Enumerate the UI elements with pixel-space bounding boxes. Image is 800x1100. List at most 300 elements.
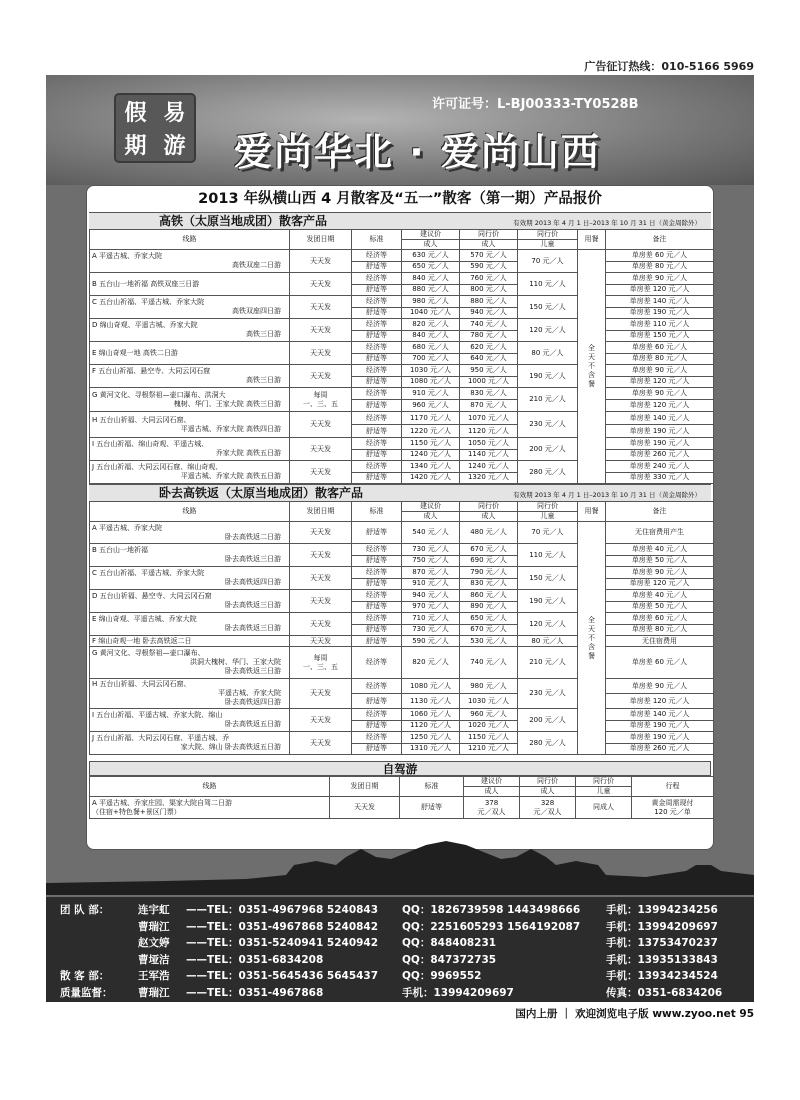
remark-cell: 无住宿费用 <box>606 636 714 647</box>
route-line: B 五台山一地祈福 高铁双座三日游 <box>92 279 200 288</box>
col-header-remark: 备注 <box>606 502 714 522</box>
col-header-standard: 标准 <box>352 230 402 250</box>
validity-note: 有效期 2013 年 4 月 1 日–2013 年 10 月 31 日（黄金周除外） <box>513 219 701 227</box>
remark-cell: 单房差 260 元／人 <box>606 743 714 755</box>
meal-char: 含 <box>588 642 595 651</box>
departure-text: 天天发 <box>310 528 331 536</box>
contact-name: 曹瑞江 <box>138 920 170 933</box>
contact-mobile: 手机：13994209697 <box>606 920 718 933</box>
table-row <box>90 797 714 819</box>
peer-price-cell: 650 元／人 <box>460 613 518 625</box>
remark-cell: 单房差 140 元／人 <box>606 296 714 308</box>
route-line: 高铁三日游 <box>246 330 281 338</box>
meal-cell <box>578 250 606 484</box>
standard-cell: 经济等 <box>352 567 402 579</box>
standard-cell: 经济等 <box>352 438 402 450</box>
child-price-cell: 150 元／人 <box>518 296 578 319</box>
suggested-price-cell: 820 元／人 <box>402 647 460 679</box>
col-header-suggested-price: 建议价 <box>464 777 520 787</box>
remark-cell: 单房差 40 元／人 <box>606 544 714 556</box>
suggested-price-cell: 970 元／人 <box>402 601 460 613</box>
table-row <box>90 636 714 647</box>
remark-cell: 单房差 240 元／人 <box>606 461 714 473</box>
col-header-standard: 标准 <box>352 502 402 522</box>
col-header-peer-price: 同行价 <box>520 777 576 787</box>
col-header-adult: 成人 <box>460 240 518 250</box>
standard-cell: 舒适等 <box>352 307 402 319</box>
meal-char: 全 <box>588 615 595 624</box>
peer-price-cell: 1320 元／人 <box>460 472 518 484</box>
route-line: D 绵山奇观、平遥古城、乔家大院 <box>92 321 198 329</box>
suggested-price-cell: 910 元／人 <box>402 388 460 400</box>
standard-cell: 舒适等 <box>352 353 402 365</box>
remark-cell: 单房差 120 元／人 <box>606 284 714 296</box>
standard-cell: 经济等 <box>352 679 402 694</box>
col-header-route: 线路 <box>90 777 330 797</box>
self-drive-table <box>89 776 714 819</box>
route-cell <box>90 522 290 544</box>
route-cell <box>90 567 290 590</box>
col-header-suggested-price: 建议价 <box>402 502 460 512</box>
meal-char: 不 <box>588 362 595 370</box>
suggested-price-cell: 960 元／人 <box>402 400 460 412</box>
table-row <box>90 388 714 400</box>
peer-price-cell: 870 元／人 <box>460 400 518 412</box>
peer-price-cell: 590 元／人 <box>460 261 518 273</box>
route-line: G 黄河文化、寻根祭祖—壶口瀑布、洪洞大 <box>92 390 226 399</box>
departure-cell <box>290 636 352 647</box>
contact-tel: ——TEL：0351-5240941 5240942 <box>186 937 379 949</box>
col-header-child: 儿童 <box>518 240 578 250</box>
standard-cell: 舒适等 <box>352 522 402 544</box>
remark-cell: 单房差 50 元／人 <box>606 601 714 613</box>
meal-char: 不 <box>588 633 595 642</box>
remark-cell: 单房差 190 元／人 <box>606 307 714 319</box>
route-line: G 黄河文化、寻根祭祖—壶口瀑布、 <box>92 649 205 657</box>
departure-text: 天天发 <box>310 279 331 288</box>
departure-cell <box>290 544 352 567</box>
suggested-price-cell: 1420 元／人 <box>402 472 460 484</box>
suggested-price-cell: 1130 元／人 <box>402 694 460 709</box>
suggested-price-cell: 1120 元／人 <box>402 720 460 732</box>
meal-char: 餐 <box>588 651 595 660</box>
section-title: 卧去高铁返（太原当地成团）散客产品 <box>159 486 364 500</box>
page-footer: 国内上册 ｜ 欢迎浏览电子版 www.zyoo.net 95 <box>515 1008 754 1020</box>
standard-cell: 舒适等 <box>352 284 402 296</box>
suggested-price-cell: 1250 元／人 <box>402 732 460 744</box>
peer-price-cell: 800 元／人 <box>460 284 518 296</box>
col-header-suggested-price: 建议价 <box>402 230 460 240</box>
departure-cell <box>290 438 352 461</box>
remark-cell: 单房差 50 元／人 <box>606 555 714 567</box>
header-banner <box>46 75 754 185</box>
child-price-cell: 80 元／人 <box>518 636 578 647</box>
suggested-price-cell: 1310 元／人 <box>402 743 460 755</box>
departure-text: 天天发 <box>310 636 331 645</box>
contact-tel: ——TEL：0351-4967868 <box>186 986 324 999</box>
child-price-cell: 80 元／人 <box>518 342 578 365</box>
route-cell <box>90 709 290 732</box>
route-cell <box>90 797 330 819</box>
route-line: 高铁双座四日游 <box>232 307 281 315</box>
contact-panel <box>46 897 754 1002</box>
route-line: 卧去高铁返三日游 <box>225 555 281 563</box>
route-line: D 五台山祈福、悬空寺、大同云冈石窟 <box>92 592 212 600</box>
col-header-route: 线路 <box>90 502 290 522</box>
table-row <box>90 273 714 285</box>
child-price-cell: 280 元／人 <box>518 732 578 755</box>
peer-price-cell <box>520 797 576 819</box>
suggested-price-cell: 870 元／人 <box>402 567 460 579</box>
remark-cell: 单房差 190 元／人 <box>606 425 714 438</box>
peer-price-cell: 1120 元／人 <box>460 425 518 438</box>
contact-mobile: 手机：13934234524 <box>606 970 718 982</box>
suggested-price-cell: 910 元／人 <box>402 578 460 590</box>
peer-price-cell: 1030 元／人 <box>460 694 518 709</box>
suggested-price-cell: 710 元／人 <box>402 613 460 625</box>
standard-cell: 经济等 <box>352 461 402 473</box>
departure-text: 每周 <box>313 390 328 399</box>
departure-cell <box>290 647 352 679</box>
peer-price-cell: 950 元／人 <box>460 365 518 377</box>
departure-cell <box>290 567 352 590</box>
route-line: 平遥古城、乔家大院 <box>218 689 281 697</box>
standard-cell: 舒适等 <box>352 330 402 342</box>
standard-cell: 经济等 <box>352 365 402 377</box>
col-header-meal: 用餐 <box>578 230 606 250</box>
route-line: 平遥古城、乔家大院 高铁五日游 <box>180 472 281 480</box>
route-cell <box>90 544 290 567</box>
price-line: 378 <box>484 798 499 807</box>
departure-text: 天天发 <box>310 256 331 265</box>
route-cell <box>90 590 290 613</box>
main-title: 2013 年纵横山西 4 月散客及“五一”散客（第一期）产品报价 <box>198 191 602 207</box>
col-header-standard: 标准 <box>400 777 464 797</box>
table-row <box>90 732 714 744</box>
peer-price-cell: 830 元／人 <box>460 388 518 400</box>
standard-cell: 舒适等 <box>400 797 464 819</box>
route-cell <box>90 636 290 647</box>
price-card <box>86 185 714 850</box>
standard-cell: 经济等 <box>352 647 402 679</box>
suggested-price-cell: 840 元／人 <box>402 330 460 342</box>
route-line: H 五台山祈福、大同云冈石窟、 <box>92 415 191 424</box>
route-line: 卧去高铁返三日游 <box>225 667 281 675</box>
route-line: 卧去高铁返五日游 <box>225 720 281 728</box>
table-row <box>90 319 714 331</box>
departure-cell <box>290 590 352 613</box>
peer-price-cell: 860 元／人 <box>460 590 518 602</box>
peer-price-cell: 830 元／人 <box>460 578 518 590</box>
peer-price-cell: 1150 元／人 <box>460 732 518 744</box>
remark-cell: 单房差 90 元／人 <box>606 388 714 400</box>
departure-cell <box>290 296 352 319</box>
schedule-cell <box>632 797 714 819</box>
route-cell <box>90 342 290 365</box>
departure-text: 天天发 <box>310 302 331 311</box>
table-row <box>90 522 714 544</box>
col-header-adult: 成人 <box>464 787 520 797</box>
remark-cell: 单房差 120 元／人 <box>606 578 714 590</box>
departure-text: 天天发 <box>310 444 331 453</box>
suggested-price-cell: 540 元／人 <box>402 522 460 544</box>
peer-price-cell: 530 元／人 <box>460 636 518 647</box>
peer-price-cell: 880 元／人 <box>460 296 518 308</box>
route-line: J 五台山祈福、大同云冈石窟、绵山奇观、 <box>92 463 223 471</box>
route-line: I 五台山祈福、平遥古城、乔家大院、绵山 <box>92 711 223 719</box>
standard-cell: 舒适等 <box>352 636 402 647</box>
col-header-peer-price: 同行价 <box>460 230 518 240</box>
departure-text: 天天发 <box>310 715 331 724</box>
peer-price-cell: 1210 元／人 <box>460 743 518 755</box>
departure-cell <box>290 412 352 438</box>
col-header-schedule: 行程 <box>632 777 714 797</box>
child-price-cell: 70 元／人 <box>518 250 578 273</box>
departure-text: 天天发 <box>310 596 331 605</box>
contact-tel: ——TEL：0351-5645436 5645437 <box>186 970 379 982</box>
departure-text: 天天发 <box>310 550 331 559</box>
col-header-adult: 成人 <box>402 512 460 522</box>
contact-mobile: 手机：13753470237 <box>606 937 718 949</box>
route-cell <box>90 732 290 755</box>
child-price-cell: 190 元／人 <box>518 590 578 613</box>
departure-text: 天天发 <box>310 371 331 380</box>
suggested-price-cell: 1340 元／人 <box>402 461 460 473</box>
remark-cell: 单房差 80 元／人 <box>606 624 714 636</box>
route-cell <box>90 365 290 388</box>
standard-cell: 经济等 <box>352 590 402 602</box>
departure-text: 天天发 <box>310 348 331 357</box>
peer-price-cell: 570 元／人 <box>460 250 518 262</box>
standard-cell: 舒适等 <box>352 472 402 484</box>
table-row <box>90 412 714 425</box>
standard-cell: 舒适等 <box>352 400 402 412</box>
peer-price-cell: 1000 元／人 <box>460 376 518 388</box>
route-cell <box>90 412 290 438</box>
route-line: A 平遥古城、乔家大院 <box>92 523 163 532</box>
route-cell <box>90 388 290 412</box>
meal-char: 含 <box>588 371 595 379</box>
child-price-cell: 210 元／人 <box>518 647 578 679</box>
suggested-price-cell: 940 元／人 <box>402 590 460 602</box>
route-line: H 五台山祈福、大同云冈石窟、 <box>92 680 191 688</box>
child-price-cell: 150 元／人 <box>518 567 578 590</box>
remark-cell: 单房差 90 元／人 <box>606 365 714 377</box>
col-header-route: 线路 <box>90 230 290 250</box>
col-header-child: 儿童 <box>576 787 632 797</box>
meal-cell <box>578 522 606 755</box>
brand-logo <box>114 93 196 163</box>
route-line: （住宿+特色餐+景区门票） <box>92 807 181 816</box>
suggested-price-cell: 1150 元／人 <box>402 438 460 450</box>
route-line: E 绵山奇观一地 高铁二日游 <box>92 348 178 357</box>
suggested-price-cell: 1080 元／人 <box>402 376 460 388</box>
sleeper-price-table <box>89 501 714 755</box>
table-row <box>90 544 714 556</box>
col-header-peer-child-price: 同行价 <box>576 777 632 787</box>
route-line: 卧去高铁返三日游 <box>225 601 281 609</box>
table-row <box>90 461 714 473</box>
route-cell <box>90 647 290 679</box>
peer-price-cell: 940 元／人 <box>460 307 518 319</box>
standard-cell: 舒适等 <box>352 555 402 567</box>
price-line: 元／双人 <box>477 807 506 816</box>
child-price-cell: 230 元／人 <box>518 679 578 709</box>
col-header-child: 儿童 <box>518 512 578 522</box>
route-cell <box>90 319 290 342</box>
peer-price-cell: 790 元／人 <box>460 567 518 579</box>
remark-cell: 单房差 80 元／人 <box>606 353 714 365</box>
route-line: 卧去高铁返二日游 <box>225 532 281 541</box>
departure-cell <box>290 250 352 273</box>
route-line: 乔家大院 高铁五日游 <box>215 449 281 457</box>
remark-cell: 单房差 190 元／人 <box>606 720 714 732</box>
route-line: F 五台山祈福、悬空寺、大同云冈石窟 <box>92 367 211 375</box>
contact-qq: 手机：13994209697 <box>402 986 514 999</box>
peer-price-cell: 1050 元／人 <box>460 438 518 450</box>
child-price-cell: 110 元／人 <box>518 544 578 567</box>
standard-cell: 经济等 <box>352 273 402 285</box>
standard-cell: 舒适等 <box>352 261 402 273</box>
departure-cell <box>290 365 352 388</box>
suggested-price-cell: 730 元／人 <box>402 544 460 556</box>
remark-cell: 单房差 110 元／人 <box>606 319 714 331</box>
departure-cell <box>290 613 352 636</box>
section-title: 高铁（太原当地成团）散客产品 <box>159 214 328 228</box>
remark-cell: 单房差 140 元／人 <box>606 412 714 425</box>
table-row <box>90 438 714 450</box>
standard-cell: 舒适等 <box>352 694 402 709</box>
contact-name: 连宇虹 <box>138 904 170 916</box>
section-header-sleeper <box>89 484 711 501</box>
child-price-cell: 200 元／人 <box>518 438 578 461</box>
departure-cell <box>290 732 352 755</box>
contact-mobile: 手机：13994234256 <box>606 904 718 916</box>
suggested-price-cell: 1170 元／人 <box>402 412 460 425</box>
departure-text: 天天发 <box>310 689 331 697</box>
remark-cell: 单房差 150 元／人 <box>606 330 714 342</box>
highspeed-price-table <box>89 229 714 484</box>
remark-cell: 单房差 60 元／人 <box>606 250 714 262</box>
table-row <box>90 250 714 262</box>
remark-cell: 单房差 90 元／人 <box>606 273 714 285</box>
col-header-peer-child-price: 同行价 <box>518 502 578 512</box>
contact-qq: QQ：2251605293 1564192087 <box>402 920 581 933</box>
suggested-price-cell: 750 元／人 <box>402 555 460 567</box>
child-price-cell: 210 元／人 <box>518 388 578 412</box>
remark-cell: 单房差 190 元／人 <box>606 438 714 450</box>
remark-cell: 单房差 120 元／人 <box>606 400 714 412</box>
table-row <box>90 590 714 602</box>
remark-cell: 单房差 90 元／人 <box>606 567 714 579</box>
child-price-cell: 120 元／人 <box>518 613 578 636</box>
price-line: 元／双人 <box>533 807 562 816</box>
contact-tel: ——TEL：0351-4967968 5240843 <box>186 904 379 916</box>
departure-text: 天天发 <box>310 738 331 747</box>
contact-qq: QQ：847372735 <box>402 953 497 966</box>
route-line: 高铁双座二日游 <box>232 261 281 269</box>
standard-cell: 经济等 <box>352 388 402 400</box>
suggested-price-cell: 980 元／人 <box>402 296 460 308</box>
route-line: 槐树、华门、王家大院 高铁三日游 <box>173 399 281 408</box>
child-price-cell: 190 元／人 <box>518 365 578 388</box>
standard-cell: 经济等 <box>352 412 402 425</box>
peer-price-cell: 740 元／人 <box>460 319 518 331</box>
suggested-price-cell: 1040 元／人 <box>402 307 460 319</box>
departure-text: 天天发 <box>310 619 331 628</box>
route-line: C 五台山祈福、平遥古城、乔家大院 <box>92 569 205 577</box>
route-line: 平遥古城、乔家大院 高铁四日游 <box>180 424 281 433</box>
suggested-price-cell: 1220 元／人 <box>402 425 460 438</box>
contact-dept: 散 客 部： <box>60 970 110 982</box>
peer-price-cell: 480 元／人 <box>460 522 518 544</box>
standard-cell: 经济等 <box>352 709 402 721</box>
route-line: E 绵山奇观、平遥古城、乔家大院 <box>92 615 197 623</box>
peer-price-cell: 960 元／人 <box>460 709 518 721</box>
route-cell <box>90 679 290 709</box>
standard-cell: 经济等 <box>352 342 402 354</box>
remark-cell: 单房差 260 元／人 <box>606 449 714 461</box>
table-row <box>90 365 714 377</box>
peer-price-cell: 690 元／人 <box>460 555 518 567</box>
logo-char: 期 <box>124 134 147 159</box>
suggested-price-cell: 1240 元／人 <box>402 449 460 461</box>
remark-cell: 无住宿费用产生 <box>606 522 714 544</box>
route-line: 家大院、绵山 卧去高铁返五日游 <box>180 743 281 751</box>
city-wall-skyline <box>46 835 754 895</box>
ad-page <box>46 75 754 1002</box>
suggested-price-cell: 840 元／人 <box>402 273 460 285</box>
route-cell <box>90 250 290 273</box>
contact-qq: QQ：848408231 <box>402 937 497 949</box>
col-header-adult: 成人 <box>460 512 518 522</box>
col-header-adult: 成人 <box>402 240 460 250</box>
standard-cell: 经济等 <box>352 732 402 744</box>
departure-cell <box>290 319 352 342</box>
peer-price-cell: 1240 元／人 <box>460 461 518 473</box>
suggested-price-cell: 1080 元／人 <box>402 679 460 694</box>
departure-text: 天天发 <box>310 467 331 476</box>
suggested-price-cell: 630 元／人 <box>402 250 460 262</box>
section-header-highspeed <box>89 212 711 229</box>
departure-text: 天天发 <box>310 420 331 428</box>
departure-cell <box>290 273 352 296</box>
table-row <box>90 709 714 721</box>
standard-cell: 舒适等 <box>352 376 402 388</box>
table-row <box>90 647 714 679</box>
meal-char: 天 <box>588 624 595 633</box>
standard-cell: 舒适等 <box>352 449 402 461</box>
standard-cell: 经济等 <box>352 296 402 308</box>
standard-cell: 经济等 <box>352 544 402 556</box>
remark-cell: 单房差 140 元／人 <box>606 709 714 721</box>
child-price-cell: 120 元／人 <box>518 319 578 342</box>
standard-cell: 舒适等 <box>352 624 402 636</box>
route-line: J 五台山祈福、大同云冈石窟、平遥古城、乔 <box>92 734 230 742</box>
departure-text: 天天发 <box>310 325 331 334</box>
peer-price-cell: 1140 元／人 <box>460 449 518 461</box>
contact-dept: 团 队 部： <box>60 904 110 916</box>
standard-cell: 经济等 <box>352 613 402 625</box>
suggested-price-cell: 1060 元／人 <box>402 709 460 721</box>
peer-price-cell: 740 元／人 <box>460 647 518 679</box>
departure-text: 一、三、五 <box>303 399 338 408</box>
standard-cell: 舒适等 <box>352 601 402 613</box>
route-line: I 五台山祈福、绵山奇观、平遥古城、 <box>92 440 209 448</box>
route-line: F 绵山奇观一地 卧去高铁返二日 <box>92 636 192 645</box>
peer-price-cell: 760 元／人 <box>460 273 518 285</box>
col-header-meal: 用餐 <box>578 502 606 522</box>
